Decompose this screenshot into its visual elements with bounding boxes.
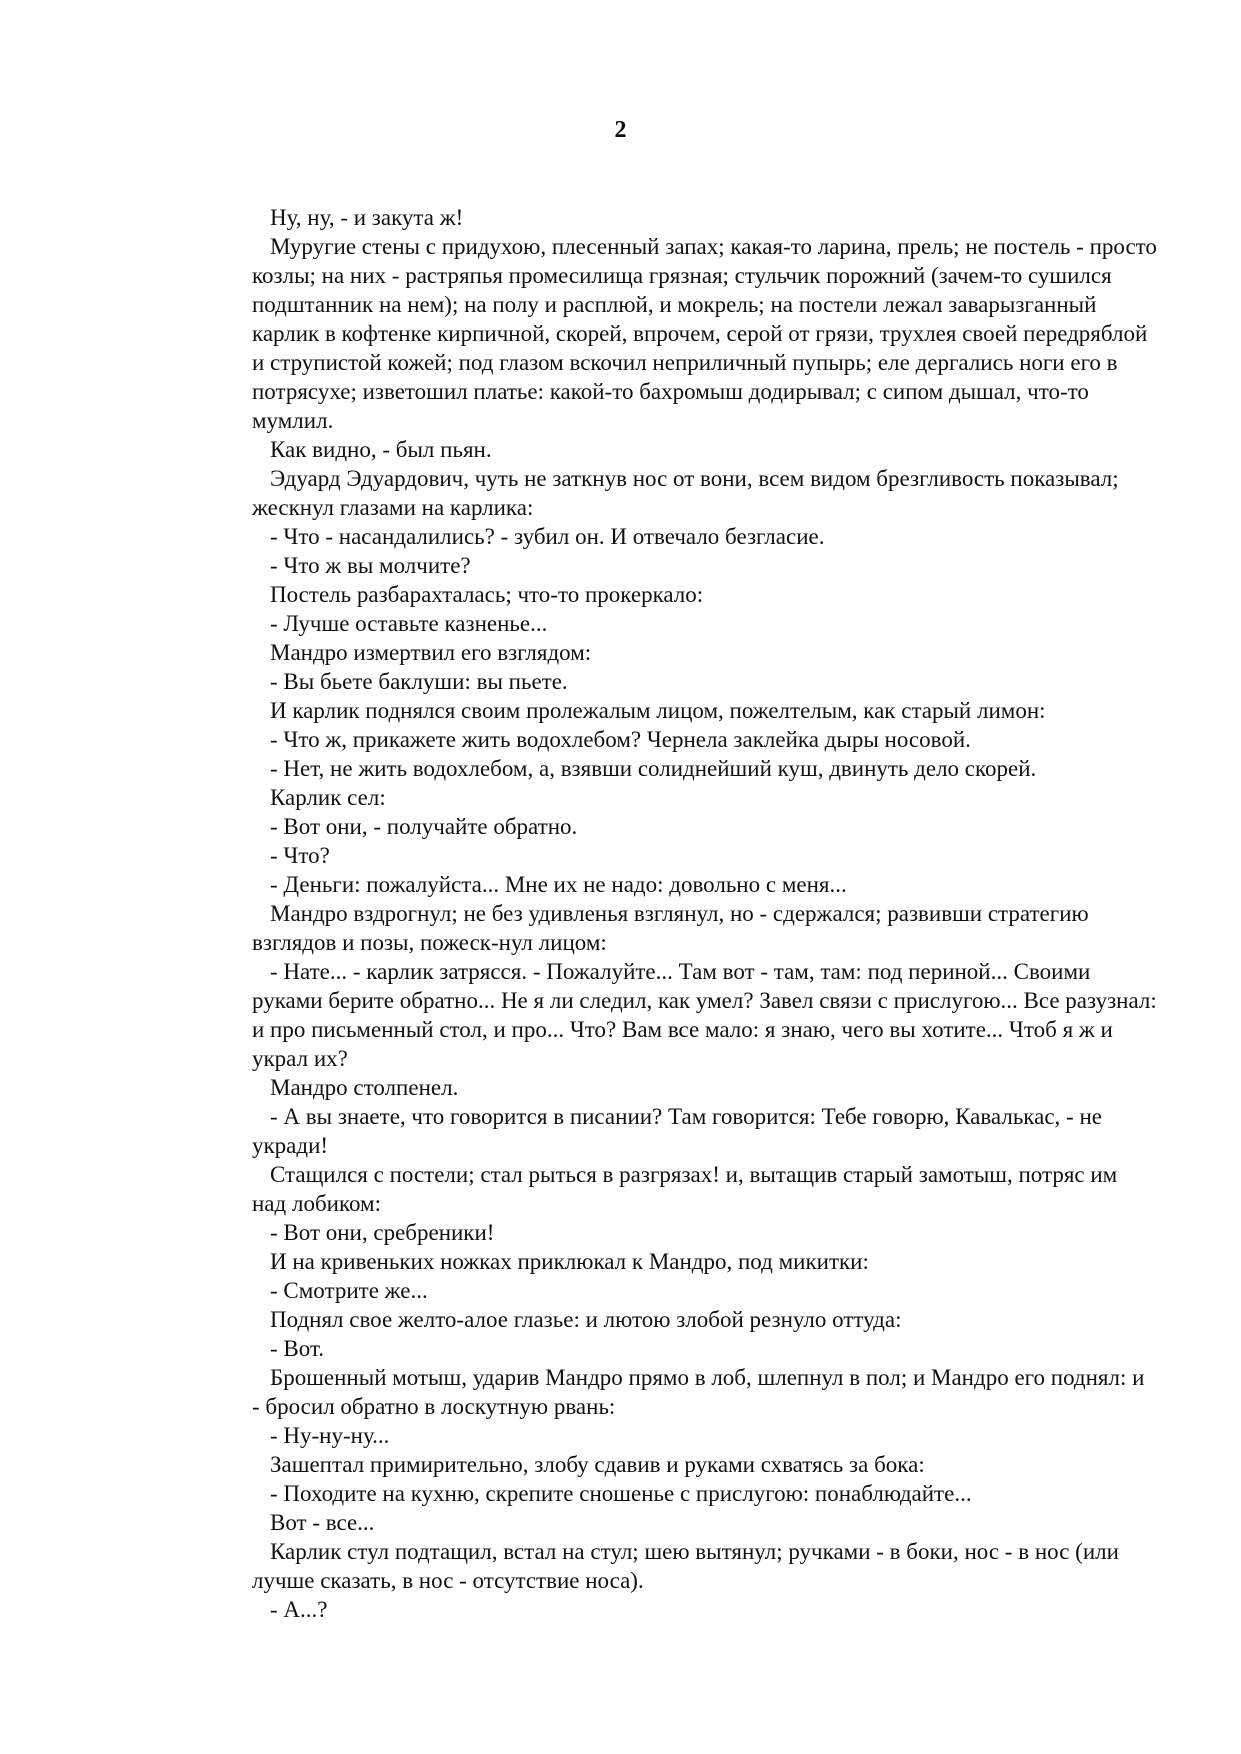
paragraph: Ну, ну, - и закута ж! — [270, 205, 464, 230]
paragraph: Зашептал примирительно, злобу сдавив и руками схватясь за бока: — [270, 1452, 925, 1477]
paragraph: Мандро вздрогнул; не без удивленья взглянул, но - сдержался; развивши стратегию взглядов и позы, пожеск-нул лицом: — [252, 901, 1089, 955]
paragraph: - Вот они, - получайте обратно. — [270, 814, 578, 839]
paragraph: - Деньги: пожалуйста... Мне их не надо: довольно с меня... — [270, 872, 847, 897]
paragraph: Эдуард Эдуардович, чуть не заткнув нос от вони, всем видом брезгливость показывал; жескнул глазами на карлика: — [252, 466, 1119, 520]
paragraph: Как видно, - был пьян. — [270, 437, 492, 462]
paragraph: - Вот. — [270, 1336, 325, 1361]
paragraph: - Смотрите же... — [270, 1278, 428, 1303]
paragraph: Мандро измертвил его взглядом: — [270, 640, 592, 665]
paragraph: - Вы бьете баклуши: вы пьете. — [270, 669, 568, 694]
paragraph: Вот - все... — [270, 1510, 375, 1535]
paragraph: - Лучше оставьте казненье... — [270, 611, 548, 636]
paragraph: - Походите на кухню, скрепите сношенье с прислугою: понаблюдайте... — [270, 1481, 972, 1506]
paragraph: Карлик стул подтащил, встал на стул; шею вытянул; ручками - в боки, нос - в нос (или лучше сказать, в нос - отсутствие носа). — [252, 1539, 1119, 1593]
paragraph: - Что - насандалились? - зубил он. И отвечало безгласие. — [270, 524, 825, 549]
paragraph: Брошенный мотыш, ударив Мандро прямо в лоб, шлепнул в пол; и Мандро его поднял: и - бросил обратно в лоскутную рвань: — [252, 1365, 1145, 1419]
paragraph: - А вы знаете, что говорится в писании? Там говорится: Тебе говорю, Кавалькас, - не укради! — [252, 1104, 1102, 1158]
paragraph: - Что? — [270, 843, 330, 868]
paragraph: Мандро столпенел. — [270, 1075, 459, 1100]
paragraph: И карлик поднялся своим пролежалым лицом, пожелтелым, как старый лимон: — [270, 698, 1046, 723]
paragraph: - Что ж вы молчите? — [270, 553, 471, 578]
paragraph: - Вот они, сребреники! — [270, 1220, 495, 1245]
paragraph: Постель разбарахталась; что-то прокеркало: — [270, 582, 704, 607]
paragraph: - А...? — [270, 1597, 328, 1622]
paragraph: - Ну-ну-ну... — [270, 1423, 390, 1448]
paragraph: - Нет, не жить водохлебом, а, взявши солиднейший куш, двинуть дело скорей. — [270, 756, 1037, 781]
body-text — [252, 203, 1157, 1624]
paragraph: Поднял свое желто-алое глазье: и лютою злобой резнуло оттуда: — [270, 1307, 902, 1332]
paragraph: Муругие стены с придухою, плесенный запах; какая-то ларина, прель; не постель - просто козлы; на них - растряпья промесилища грязная; стульчик порожний (зачем-то сушился подштанник на нем); на полу и расплюй, и мокрель; на постели лежал заварызганный карлик в кофтенке кирпичной, скорей, впрочем, серой от грязи, трухлея своей передряблой и струпистой кожей; под глазом вскочил неприличный пупырь; еле дергались ноги его в потрясухе; изветошил платье: какой-то бахромыш додирывал; с сипом дышал, что-то мумлил. — [252, 234, 1157, 433]
paragraph: Карлик сел: — [270, 785, 386, 810]
paragraph: - Нате... - карлик затрясся. - Пожалуйте... Там вот - там, там: под периной... Своими руками берите обратно... Не я ли следил, как умел? Завел связи с прислугою... Все разузнал: и про письменный стол, и про... Что? Вам все мало: я знаю, чего вы хотите... Чтоб я ж и украл их? — [252, 959, 1157, 1071]
paragraph: Стащился с постели; стал рыться в разгрязах! и, вытащив старый замотыш, потряс им над лобиком: — [252, 1162, 1118, 1216]
page-number: 2 — [614, 117, 627, 143]
paragraph: И на кривеньких ножках приклюкал к Мандро, под микитки: — [270, 1249, 869, 1274]
paragraph: - Что ж, прикажете жить водохлебом? Чернела заклейка дыры носовой. — [270, 727, 971, 752]
